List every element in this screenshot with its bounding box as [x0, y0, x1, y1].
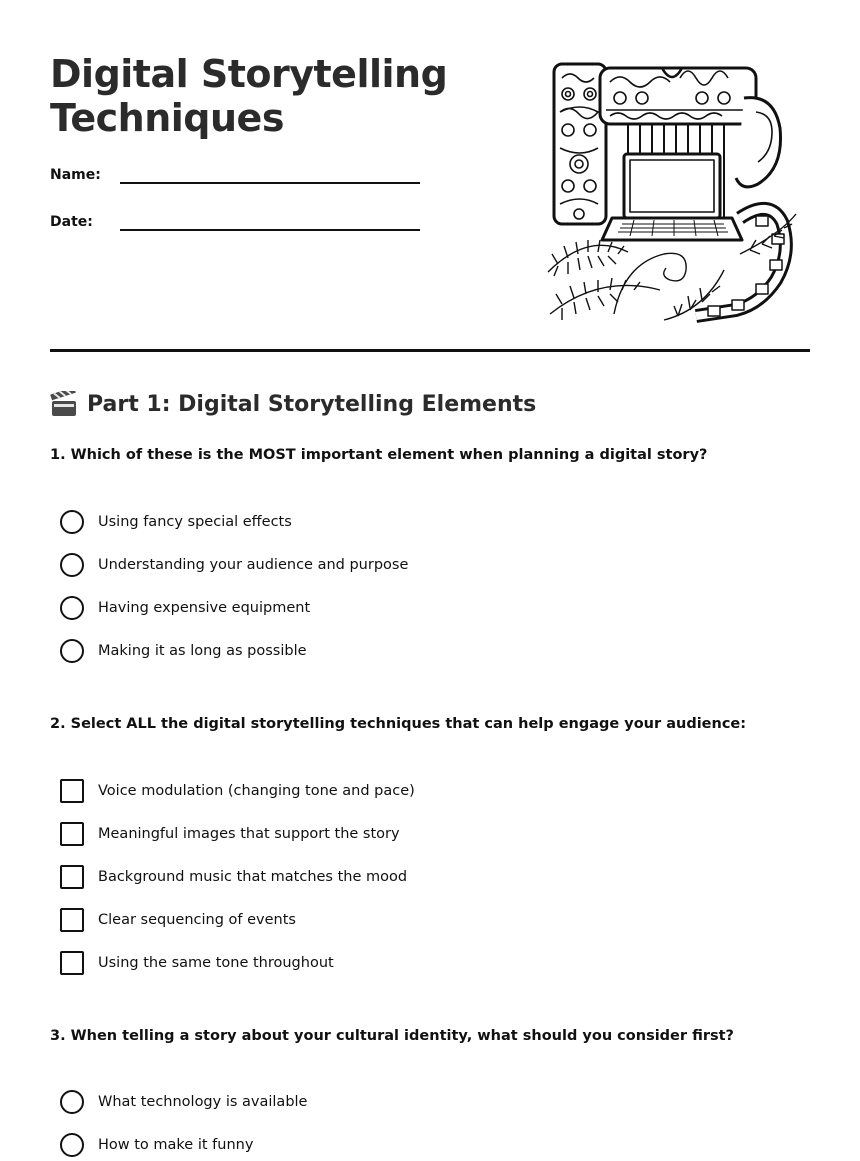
checkbox[interactable] [60, 865, 84, 889]
radio-button[interactable] [60, 596, 84, 620]
page-title [50, 52, 447, 140]
checkbox[interactable] [60, 822, 84, 846]
option-label: Voice modulation (changing tone and pace) [98, 783, 415, 799]
date-field[interactable] [120, 229, 420, 231]
q1-option-4[interactable] [60, 639, 307, 663]
radio-button[interactable] [60, 1133, 84, 1157]
question-1: 1. Which of these is the MOST important element when planning a digital story? [50, 447, 708, 463]
date-field-row [50, 213, 420, 241]
section-heading-text: Part 1: Digital Storytelling Elements [87, 391, 537, 417]
page-title-line-2: Techniques [50, 96, 284, 140]
checkbox[interactable] [60, 779, 84, 803]
name-field-row [50, 166, 420, 194]
q2-option-5[interactable] [60, 951, 334, 975]
option-label: Using fancy special effects [98, 514, 292, 530]
option-label: Clear sequencing of events [98, 912, 296, 928]
q1-option-1[interactable] [60, 510, 292, 534]
option-label: Having expensive equipment [98, 600, 311, 616]
header-divider [50, 349, 810, 352]
radio-button[interactable] [60, 510, 84, 534]
name-label: Name: [50, 167, 101, 183]
checkbox[interactable] [60, 951, 84, 975]
q2-option-2[interactable] [60, 822, 400, 846]
q3-option-1[interactable] [60, 1090, 307, 1114]
option-label: What technology is available [98, 1094, 308, 1110]
checkbox[interactable] [60, 908, 84, 932]
name-field[interactable] [120, 182, 420, 184]
date-label: Date: [50, 214, 93, 230]
question-2: 2. Select ALL the digital storytelling techniques that can help engage your audience: [50, 716, 747, 732]
carved-frame-laptop-illustration [544, 58, 800, 324]
section-heading-part-1 [50, 389, 536, 419]
q1-option-3[interactable] [60, 596, 310, 620]
clapperboard-icon [50, 391, 78, 417]
option-label: How to make it funny [98, 1137, 254, 1153]
option-label: Using the same tone throughout [98, 955, 334, 971]
q1-option-2[interactable] [60, 553, 408, 577]
q2-option-4[interactable] [60, 908, 296, 932]
q2-option-3[interactable] [60, 865, 407, 889]
q3-option-2[interactable] [60, 1133, 253, 1157]
option-label: Understanding your audience and purpose [98, 557, 409, 573]
option-label: Making it as long as possible [98, 643, 307, 659]
radio-button[interactable] [60, 639, 84, 663]
radio-button[interactable] [60, 1090, 84, 1114]
q2-option-1[interactable] [60, 779, 415, 803]
question-3: 3. When telling a story about your cultural identity, what should you consider first? [50, 1028, 734, 1044]
radio-button[interactable] [60, 553, 84, 577]
option-label: Background music that matches the mood [98, 869, 408, 885]
page-title-line-1: Digital Storytelling [50, 52, 448, 96]
option-label: Meaningful images that support the story [98, 826, 400, 842]
